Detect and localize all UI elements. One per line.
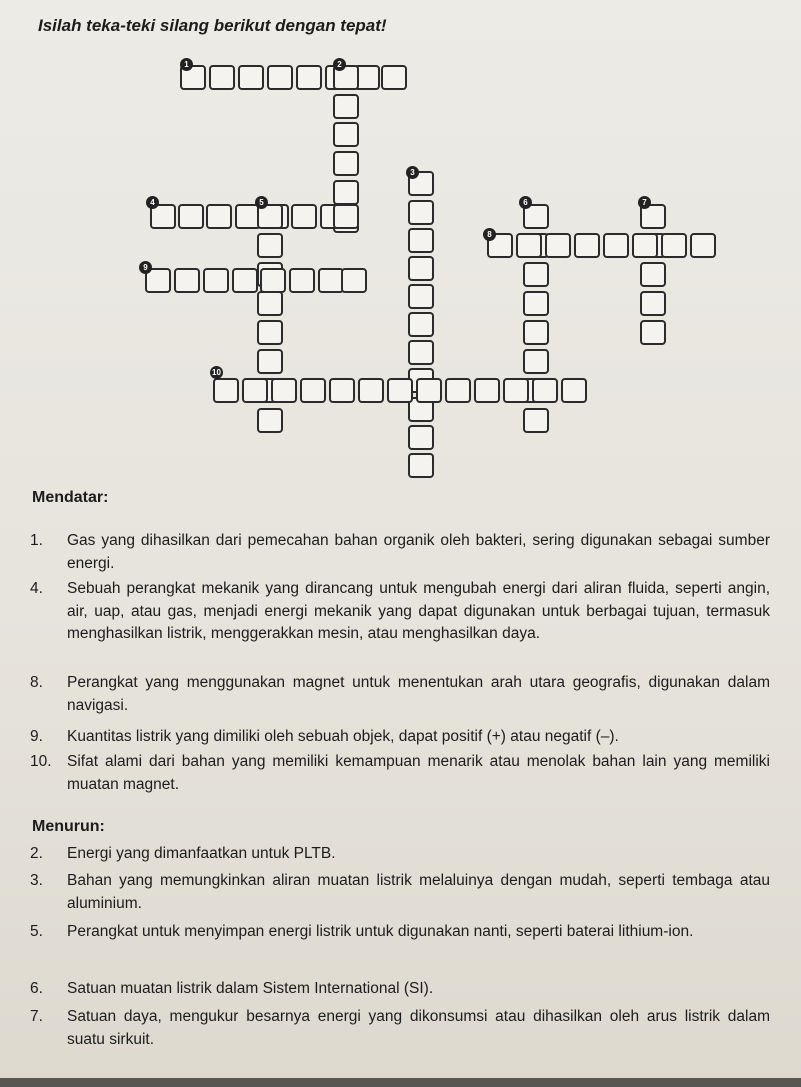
crossword-cell[interactable]	[358, 378, 384, 403]
clue-down-5	[30, 921, 770, 944]
crossword-cell[interactable]	[474, 378, 500, 403]
crossword-cell[interactable]	[561, 378, 587, 403]
clue-text: Satuan daya, mengukur besarnya energi yang dikonsumsi atau dihasilkan oleh arus listrik dalam suatu sirkuit.	[67, 1008, 770, 1048]
crossword-cell[interactable]	[333, 122, 359, 147]
clue-number-marker: 10	[210, 366, 223, 379]
crossword-cell[interactable]	[603, 233, 629, 258]
clue-number-marker: 5	[255, 196, 268, 209]
crossword-cell[interactable]	[333, 204, 359, 229]
crossword-cell[interactable]	[408, 256, 434, 281]
crossword-cell[interactable]	[408, 200, 434, 225]
clue-number-marker: 1	[180, 58, 193, 71]
crossword-cell[interactable]	[640, 262, 666, 287]
clue-text: Perangkat untuk menyimpan energi listrik untuk digunakan nanti, seperti baterai lithium-ion.	[67, 923, 694, 940]
crossword-cell[interactable]	[690, 233, 716, 258]
crossword-cell[interactable]	[257, 233, 283, 258]
crossword-cell[interactable]	[257, 349, 283, 374]
clue-across-10	[30, 751, 770, 796]
clue-across-9	[30, 726, 770, 749]
clue-text: Sifat alami dari bahan yang memiliki kemampuan menarik atau menolak bahan lain yang memiliki muatan magnet.	[67, 753, 770, 793]
clue-number-marker: 9	[139, 261, 152, 274]
crossword-cell[interactable]	[408, 453, 434, 478]
clue-number-marker: 4	[146, 196, 159, 209]
crossword-cell[interactable]	[523, 320, 549, 345]
crossword-cell[interactable]	[267, 65, 293, 90]
menurun-heading: Menurun:	[32, 818, 105, 835]
crossword-cell[interactable]	[523, 408, 549, 433]
crossword-cell[interactable]	[523, 291, 549, 316]
crossword-cell[interactable]	[333, 151, 359, 176]
clue-text: Perangkat yang menggunakan magnet untuk menentukan arah utara geografis, digunakan dalam navigasi.	[67, 674, 770, 714]
clue-text: Energi yang dimanfaatkan untuk PLTB.	[67, 845, 336, 862]
clue-text: Bahan yang memungkinkan aliran muatan listrik melaluinya dengan mudah, seperti tembaga atau aluminium.	[67, 872, 770, 912]
clue-across-4	[30, 578, 770, 646]
crossword-cell[interactable]	[178, 204, 204, 229]
crossword-cell[interactable]	[381, 65, 407, 90]
clue-number: 6.	[30, 980, 43, 997]
crossword-cell[interactable]	[640, 320, 666, 345]
clue-number: 5.	[30, 923, 43, 940]
clue-down-6	[30, 978, 770, 1001]
crossword-cell[interactable]	[408, 312, 434, 337]
crossword-cell[interactable]	[300, 378, 326, 403]
crossword-cell[interactable]	[291, 204, 317, 229]
crossword-cell[interactable]	[523, 262, 549, 287]
crossword-cell[interactable]	[445, 378, 471, 403]
crossword-cell[interactable]	[209, 65, 235, 90]
crossword-cell[interactable]	[545, 233, 571, 258]
crossword-cell[interactable]	[341, 268, 367, 293]
crossword-cell[interactable]	[523, 349, 549, 374]
clue-number: 7.	[30, 1008, 43, 1025]
clue-down-7	[30, 1006, 770, 1051]
clue-number: 3.	[30, 872, 43, 889]
crossword-cell[interactable]	[257, 320, 283, 345]
crossword-cell[interactable]	[271, 378, 297, 403]
clue-number: 10.	[30, 753, 52, 770]
crossword-cell[interactable]	[238, 65, 264, 90]
crossword-cell[interactable]	[640, 291, 666, 316]
crossword-cell[interactable]	[174, 268, 200, 293]
clue-number-marker: 6	[519, 196, 532, 209]
clue-text: Kuantitas listrik yang dimiliki oleh sebuah objek, dapat positif (+) atau negatif (–).	[67, 728, 619, 745]
clue-number-marker: 7	[638, 196, 651, 209]
crossword-cell[interactable]	[203, 268, 229, 293]
clue-number-marker: 8	[483, 228, 496, 241]
crossword-cell[interactable]	[232, 268, 258, 293]
crossword-cell[interactable]	[296, 65, 322, 90]
crossword-cell[interactable]	[661, 233, 687, 258]
crossword-cell[interactable]	[329, 378, 355, 403]
clue-number: 9.	[30, 728, 43, 745]
worksheet-title: Isilah teka-teki silang berikut dengan tepat!	[38, 16, 387, 35]
clue-across-1	[30, 530, 770, 575]
clue-number: 4.	[30, 580, 43, 597]
crossword-cell[interactable]	[213, 378, 239, 403]
clue-text: Sebuah perangkat mekanik yang dirancang untuk mengubah energi dari aliran fluida, seperti angin, air, uap, atau gas, menjadi energi mekanik yang dapat digunakan untuk berbagai tujuan, termasuk menghasilkan listrik, menggerakkan mesin, atau menghasilkan daya.	[67, 580, 770, 642]
crossword-cell[interactable]	[408, 340, 434, 365]
crossword-cell[interactable]	[333, 94, 359, 119]
clue-across-8	[30, 672, 770, 717]
clue-number-marker: 3	[406, 166, 419, 179]
crossword-cell[interactable]	[242, 378, 268, 403]
crossword-cell[interactable]	[532, 378, 558, 403]
crossword-grid	[0, 0, 801, 480]
clue-number: 8.	[30, 674, 43, 691]
page-edge-shadow	[0, 1078, 801, 1087]
clue-number-marker: 2	[333, 58, 346, 71]
clue-down-2	[30, 843, 770, 866]
crossword-cell[interactable]	[257, 291, 283, 316]
crossword-cell[interactable]	[408, 228, 434, 253]
crossword-cell[interactable]	[387, 378, 413, 403]
crossword-cell[interactable]	[416, 378, 442, 403]
crossword-cell[interactable]	[408, 425, 434, 450]
crossword-cell[interactable]	[206, 204, 232, 229]
crossword-cell[interactable]	[260, 268, 286, 293]
crossword-cell[interactable]	[574, 233, 600, 258]
mendatar-heading: Mendatar:	[32, 489, 109, 506]
crossword-cell[interactable]	[408, 284, 434, 309]
clue-down-3	[30, 870, 770, 915]
crossword-cell[interactable]	[257, 408, 283, 433]
crossword-cell[interactable]	[333, 180, 359, 205]
clue-number: 1.	[30, 532, 43, 549]
crossword-cell[interactable]	[516, 233, 542, 258]
crossword-cell[interactable]	[632, 233, 658, 258]
clue-number: 2.	[30, 845, 43, 862]
crossword-cell[interactable]	[289, 268, 315, 293]
clue-text: Satuan muatan listrik dalam Sistem International (SI).	[67, 980, 434, 997]
crossword-cell[interactable]	[503, 378, 529, 403]
clue-text: Gas yang dihasilkan dari pemecahan bahan organik oleh bakteri, sering digunakan sebagai sumber energi.	[67, 532, 770, 572]
